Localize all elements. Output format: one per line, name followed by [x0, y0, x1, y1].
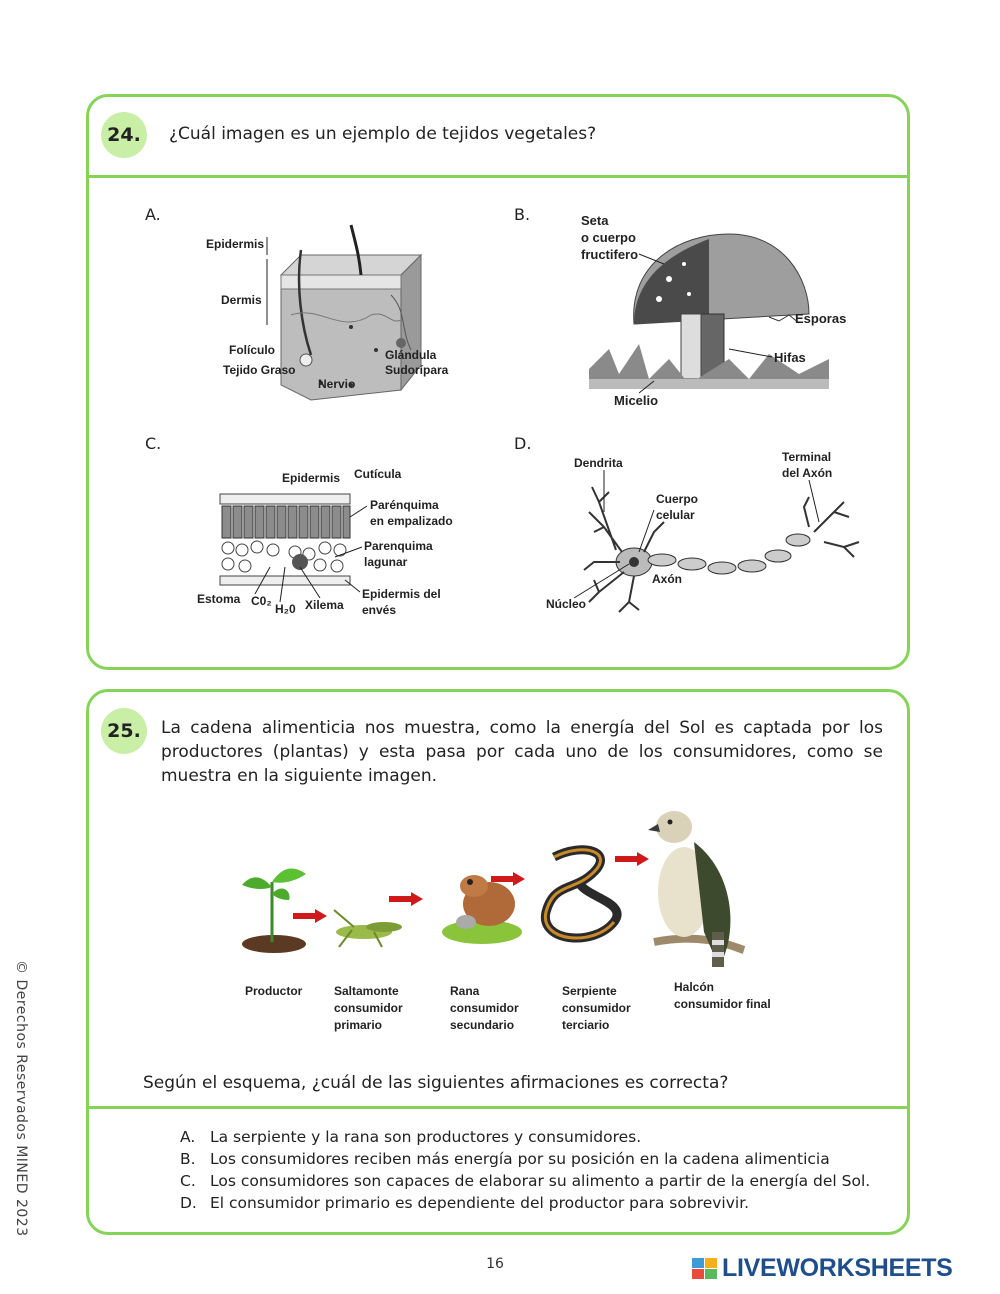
- skin-tissue-figure[interactable]: [201, 215, 461, 425]
- question-24-header: [89, 97, 907, 178]
- option-b-letter[interactable]: B.: [514, 205, 531, 224]
- option-c-letter[interactable]: C.: [145, 434, 162, 453]
- label-dendrita: Dendrita: [574, 456, 623, 470]
- label-co2: C0₂: [251, 594, 272, 608]
- label-del-axon: del Axón: [782, 466, 833, 480]
- chain-label-rana: Rana consumidor secundario: [450, 984, 519, 1032]
- label-epidermis-leaf: Epidermis: [282, 471, 341, 485]
- label-nervio: Nervio: [318, 377, 356, 391]
- label-cuticula: Cutícula: [354, 467, 402, 481]
- label-estoma: Estoma: [197, 592, 241, 606]
- arrow-icon: [615, 852, 649, 866]
- page-number: 16: [486, 1256, 504, 1272]
- label-tejido-graso: Tejido Graso: [223, 363, 296, 377]
- label-o-cuerpo: o cuerpo: [581, 230, 636, 245]
- label-fructifero: fructifero: [581, 247, 639, 262]
- question-text: ¿Cuál imagen es un ejemplo de tejidos vegetales?: [169, 124, 597, 144]
- question-intro: La cadena alimenticia nos muestra, como la energía del Sol es captada por los productores (plantas) y esta pasa por cada uno de los consumidores, como se muestra en la siguiente imagen.: [161, 718, 883, 786]
- answer-option-d[interactable]: D. El consumidor primario es dependiente del productor para sobrevivir.: [180, 1194, 750, 1212]
- copyright-notice: © Derechos Reservados MINED 2023: [13, 960, 29, 1237]
- label-nucleo: Núcleo: [546, 597, 587, 611]
- question-24-card: [86, 94, 910, 670]
- neuron-figure[interactable]: [546, 450, 864, 622]
- chain-label-halcon: Halcón consumidor final: [674, 980, 771, 1011]
- label-epidermis-enves: Epidermis del: [362, 587, 441, 601]
- label-sudoripara: Sudorípara: [385, 363, 449, 377]
- option-a-letter[interactable]: A.: [145, 205, 161, 224]
- question-number-badge: 25.: [101, 708, 147, 754]
- chain-label-productor: Productor: [245, 984, 303, 998]
- label-foliculo: Folículo: [229, 343, 275, 357]
- chain-label-serpiente: Serpiente consumidor terciario: [562, 984, 631, 1032]
- label-parenquima-lagunar: Parenquima: [364, 539, 433, 553]
- label-parenquima-empalizada: Parénquima: [370, 498, 439, 512]
- liveworksheets-logo[interactable]: [692, 1254, 990, 1284]
- label-epidermis: Epidermis: [206, 237, 265, 251]
- leaf-tissue-figure[interactable]: [195, 462, 485, 622]
- label-cuerpo: Cuerpo: [656, 492, 698, 506]
- answer-option-c[interactable]: C. Los consumidores son capaces de elaborar su alimento a partir de la energía del Sol.: [180, 1172, 871, 1190]
- label-dermis: Dermis: [221, 293, 262, 307]
- logo-blocks-icon: [692, 1258, 718, 1280]
- arrow-icon: [389, 892, 423, 906]
- label-en-empalizado: en empalizado: [370, 514, 453, 528]
- label-enves: envés: [362, 603, 397, 617]
- label-hifas: Hifas: [774, 350, 806, 365]
- brand-name: LIVEWORKSHEETS: [722, 1254, 953, 1282]
- label-seta: Seta: [581, 213, 609, 228]
- label-micelio: Micelio: [614, 393, 659, 408]
- chain-label-saltamonte: Saltamonte consumidor primario: [334, 984, 403, 1032]
- answer-list: [180, 1126, 870, 1214]
- label-terminal: Terminal: [782, 450, 832, 464]
- label-glandula: Glándula: [385, 348, 437, 362]
- snake-illustration: [545, 850, 617, 938]
- label-h2o: H₂0: [275, 602, 296, 616]
- divider: [89, 1106, 907, 1109]
- question-number-badge: 24.: [101, 112, 147, 158]
- label-celular: celular: [656, 508, 695, 522]
- answer-option-a[interactable]: A. La serpiente y la rana son productores y consumidores.: [180, 1128, 642, 1146]
- grasshopper-illustration: [334, 910, 402, 947]
- label-axon: Axón: [652, 572, 682, 586]
- label-esporas: Esporas: [795, 311, 847, 326]
- label-xilema: Xilema: [305, 598, 344, 612]
- arrow-icon: [491, 872, 525, 886]
- arrow-icon: [293, 909, 327, 923]
- label-lagunar: lagunar: [364, 555, 408, 569]
- question-prompt: Según el esquema, ¿cuál de las siguientes afirmaciones es correcta?: [143, 1073, 729, 1093]
- option-d-letter[interactable]: D.: [514, 434, 532, 453]
- fungus-figure[interactable]: [569, 209, 869, 414]
- answer-option-b[interactable]: B. Los consumidores reciben más energía por su posición en la cadena alimenticia: [180, 1150, 830, 1168]
- hawk-illustration: [648, 811, 744, 967]
